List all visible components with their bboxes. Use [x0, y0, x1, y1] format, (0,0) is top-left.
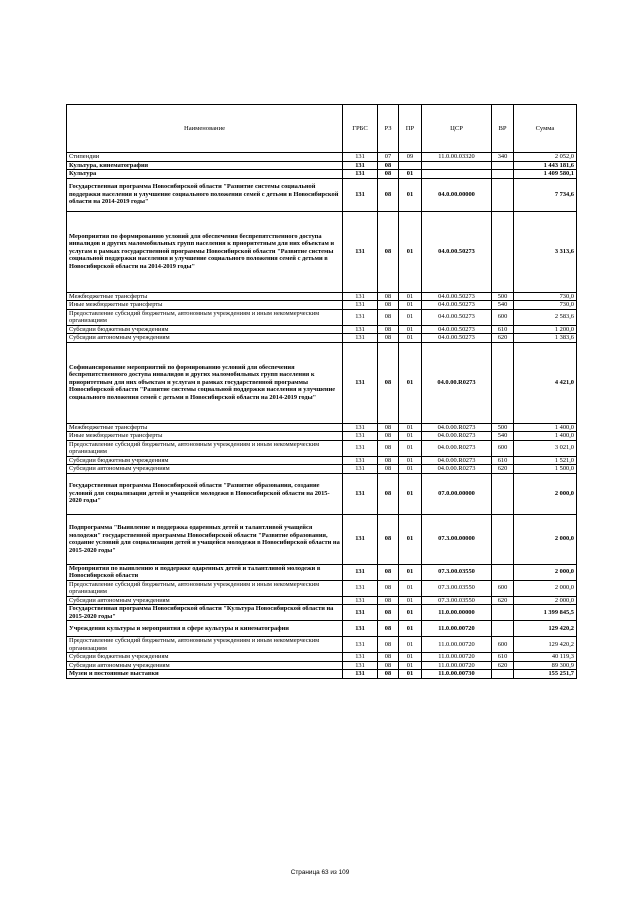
cell-rz: 08 [378, 653, 399, 662]
cell-grbs: 131 [343, 325, 378, 334]
header-sum: Сумма [514, 105, 577, 153]
cell-sum: 2 000,0 [514, 473, 577, 514]
cell-sum: 129 420,2 [514, 621, 577, 637]
cell-grbs: 131 [343, 161, 378, 170]
cell-csr: 04.0.00.R0273 [422, 465, 492, 474]
cell-pr: 01 [399, 580, 422, 596]
cell-pr: 01 [399, 661, 422, 670]
cell-vr [492, 170, 514, 179]
cell-csr: 04.0.00.50273 [422, 334, 492, 343]
cell-csr [422, 161, 492, 170]
cell-pr: 01 [399, 178, 422, 211]
table-row [67, 170, 577, 179]
cell-csr: 04.0.00.50273 [422, 325, 492, 334]
cell-vr: 620 [492, 334, 514, 343]
cell-grbs: 131 [343, 456, 378, 465]
table-row [67, 621, 577, 637]
cell-vr [492, 514, 514, 564]
cell-grbs: 131 [343, 637, 378, 653]
table-row [67, 153, 577, 162]
cell-name: Субсидии бюджетным учреждениям [67, 653, 343, 662]
cell-grbs: 131 [343, 564, 378, 580]
cell-vr: 500 [492, 292, 514, 301]
table-row [67, 211, 577, 292]
cell-grbs: 131 [343, 580, 378, 596]
cell-vr: 600 [492, 309, 514, 325]
cell-sum: 1 443 181,6 [514, 161, 577, 170]
table-row [67, 473, 577, 514]
cell-pr: 01 [399, 473, 422, 514]
table-row [67, 342, 577, 423]
cell-vr: 620 [492, 596, 514, 605]
cell-rz: 08 [378, 596, 399, 605]
cell-rz: 07 [378, 153, 399, 162]
cell-grbs: 131 [343, 301, 378, 310]
cell-sum: 1 521,0 [514, 456, 577, 465]
cell-sum: 1 200,0 [514, 325, 577, 334]
cell-csr: 04.0.00.00000 [422, 178, 492, 211]
header-grbs: ГРБС [343, 105, 378, 153]
cell-csr: 11.0.00.00000 [422, 605, 492, 621]
cell-vr [492, 178, 514, 211]
table-row [67, 637, 577, 653]
cell-grbs: 131 [343, 153, 378, 162]
cell-sum: 1 383,6 [514, 334, 577, 343]
header-pr: ПР [399, 105, 422, 153]
cell-vr [492, 605, 514, 621]
cell-name: Музеи и постоянные выставки [67, 670, 343, 679]
cell-pr: 01 [399, 605, 422, 621]
table-row [67, 564, 577, 580]
cell-rz: 08 [378, 621, 399, 637]
cell-sum: 2 583,6 [514, 309, 577, 325]
cell-sum: 1 409 580,1 [514, 170, 577, 179]
cell-sum: 2 000,0 [514, 596, 577, 605]
cell-grbs: 131 [343, 661, 378, 670]
cell-csr [422, 170, 492, 179]
cell-vr: 600 [492, 637, 514, 653]
table-row [67, 161, 577, 170]
cell-name: Предоставление субсидий бюджетным, автономным учреждениям и иным некоммерческим организациям [67, 309, 343, 325]
cell-grbs: 131 [343, 292, 378, 301]
cell-sum: 155 251,7 [514, 670, 577, 679]
cell-rz: 08 [378, 301, 399, 310]
cell-pr: 01 [399, 334, 422, 343]
cell-sum: 2 000,0 [514, 580, 577, 596]
cell-vr: 600 [492, 440, 514, 456]
cell-pr: 01 [399, 342, 422, 423]
cell-sum: 40 119,3 [514, 653, 577, 662]
cell-pr: 01 [399, 170, 422, 179]
cell-name: Субсидии бюджетным учреждениям [67, 325, 343, 334]
table-row [67, 661, 577, 670]
header-rz: РЗ [378, 105, 399, 153]
table-row [67, 292, 577, 301]
cell-sum: 3 021,0 [514, 440, 577, 456]
table-row [67, 423, 577, 432]
cell-pr: 01 [399, 514, 422, 564]
cell-grbs: 131 [343, 342, 378, 423]
cell-rz: 08 [378, 670, 399, 679]
table-row [67, 301, 577, 310]
cell-csr: 04.0.00.R0273 [422, 423, 492, 432]
cell-csr: 04.0.00.R0273 [422, 440, 492, 456]
cell-name: Субсидии автономным учреждениям [67, 465, 343, 474]
table-row [67, 653, 577, 662]
header-vr: ВР [492, 105, 514, 153]
cell-rz: 08 [378, 292, 399, 301]
cell-csr: 07.3.00.03550 [422, 564, 492, 580]
cell-sum: 1 400,0 [514, 432, 577, 441]
cell-csr: 11.0.00.00720 [422, 661, 492, 670]
cell-name: Субсидии автономным учреждениям [67, 596, 343, 605]
cell-rz: 08 [378, 342, 399, 423]
cell-rz: 08 [378, 211, 399, 292]
table-row [67, 309, 577, 325]
cell-sum: 1 400,0 [514, 423, 577, 432]
cell-vr [492, 161, 514, 170]
cell-vr: 620 [492, 661, 514, 670]
cell-rz: 08 [378, 514, 399, 564]
cell-csr: 07.3.00.00000 [422, 514, 492, 564]
cell-grbs: 131 [343, 211, 378, 292]
cell-name: Межбюджетные трансферты [67, 292, 343, 301]
cell-pr: 01 [399, 211, 422, 292]
cell-name: Мероприятия по выявлению и поддержке одаренных детей и талантливой молодежи в Новосибирской области [67, 564, 343, 580]
cell-name: Подпрограмма "Выявление и поддержка одаренных детей и талантливой учащейся молодежи" государственной программы Новосибирской области "Развитие образования, создание условий для социализации детей и учащейся молодежи в Новосибирской области на 2015-2020 годы" [67, 514, 343, 564]
header-name: Наименование [67, 105, 343, 153]
budget-table [66, 104, 577, 679]
cell-rz: 08 [378, 661, 399, 670]
cell-pr: 01 [399, 596, 422, 605]
cell-pr: 01 [399, 301, 422, 310]
cell-grbs: 131 [343, 309, 378, 325]
cell-pr: 01 [399, 564, 422, 580]
cell-sum: 89 300,9 [514, 661, 577, 670]
cell-name: Софинансирование мероприятий по формированию условий для обеспечения беспрепятственного доступа инвалидов и других маломобильных групп населения к приоритетным для них объектам и услугам в рамках государственной программы Новосибирской области "Развитие системы социальной поддержки населения и улучшение социального положения семей с детьми в Новосибирской области на 2014-2019 годы" [67, 342, 343, 423]
cell-vr: 610 [492, 456, 514, 465]
cell-pr: 01 [399, 423, 422, 432]
cell-name: Иные межбюджетные трансферты [67, 432, 343, 441]
cell-sum: 7 734,6 [514, 178, 577, 211]
cell-rz: 08 [378, 637, 399, 653]
cell-name: Культура, кинематография [67, 161, 343, 170]
cell-csr: 11.0.00.03320 [422, 153, 492, 162]
cell-name: Субсидии автономным учреждениям [67, 334, 343, 343]
header-row [67, 105, 577, 153]
cell-grbs: 131 [343, 440, 378, 456]
cell-csr: 07.3.00.03550 [422, 596, 492, 605]
table-row [67, 325, 577, 334]
cell-rz: 08 [378, 564, 399, 580]
cell-rz: 08 [378, 473, 399, 514]
table-row [67, 178, 577, 211]
cell-vr: 500 [492, 423, 514, 432]
cell-name: Государственная программа Новосибирской области "Развитие системы социальной поддержки населения и улучшение социального положения семей с детьми в Новосибирской области на 2014-2019 годы" [67, 178, 343, 211]
table-row [67, 670, 577, 679]
cell-pr: 09 [399, 153, 422, 162]
cell-grbs: 131 [343, 605, 378, 621]
cell-pr: 01 [399, 621, 422, 637]
table-row [67, 596, 577, 605]
cell-rz: 08 [378, 580, 399, 596]
cell-rz: 08 [378, 423, 399, 432]
table-row [67, 456, 577, 465]
cell-csr: 04.0.00.50273 [422, 211, 492, 292]
cell-vr: 540 [492, 301, 514, 310]
cell-pr: 01 [399, 292, 422, 301]
cell-vr [492, 670, 514, 679]
cell-vr [492, 473, 514, 514]
cell-name: Предоставление субсидий бюджетным, автономным учреждениям и иным некоммерческим организациям [67, 637, 343, 653]
cell-csr: 11.0.00.00720 [422, 637, 492, 653]
cell-sum: 1 500,0 [514, 465, 577, 474]
cell-grbs: 131 [343, 596, 378, 605]
table-row [67, 334, 577, 343]
cell-pr: 01 [399, 309, 422, 325]
cell-vr: 600 [492, 580, 514, 596]
cell-grbs: 131 [343, 465, 378, 474]
cell-name: Иные межбюджетные трансферты [67, 301, 343, 310]
cell-name: Субсидии автономным учреждениям [67, 661, 343, 670]
cell-rz: 08 [378, 334, 399, 343]
cell-csr: 11.0.00.00720 [422, 653, 492, 662]
cell-pr: 01 [399, 637, 422, 653]
cell-sum: 730,0 [514, 292, 577, 301]
cell-grbs: 131 [343, 432, 378, 441]
table-row [67, 465, 577, 474]
cell-pr: 01 [399, 465, 422, 474]
cell-csr: 04.0.00.50273 [422, 309, 492, 325]
cell-grbs: 131 [343, 170, 378, 179]
cell-name: Предоставление субсидий бюджетным, автономным учреждениям и иным некоммерческим организациям [67, 580, 343, 596]
cell-rz: 08 [378, 325, 399, 334]
cell-name: Мероприятия по формированию условий для обеспечения беспрепятственного доступа инвалидов и других маломобильных групп населения к приоритетным для них объектам и услугам в рамках государственной программы Новосибирской области "Развитие системы социальной поддержки населения и улучшение социального положения семей с детьми в Новосибирской области на 2014-2019 годы" [67, 211, 343, 292]
cell-csr: 07.0.00.00000 [422, 473, 492, 514]
cell-name: Субсидии бюджетным учреждениям [67, 456, 343, 465]
cell-csr: 04.0.00.R0273 [422, 456, 492, 465]
cell-sum: 129 420,2 [514, 637, 577, 653]
cell-rz: 08 [378, 456, 399, 465]
table-row [67, 514, 577, 564]
cell-sum: 730,0 [514, 301, 577, 310]
cell-sum: 2 000,0 [514, 514, 577, 564]
cell-name: Государственная программа Новосибирской области "Культура Новосибирской области на 2015-2020 годы" [67, 605, 343, 621]
cell-vr: 340 [492, 153, 514, 162]
cell-grbs: 131 [343, 670, 378, 679]
cell-sum: 3 313,6 [514, 211, 577, 292]
cell-rz: 08 [378, 170, 399, 179]
cell-name: Государственная программа Новосибирской области "Развитие образования, создание условий для социализации детей и учащейся молодежи в Новосибирской области на 2015-2020 годы" [67, 473, 343, 514]
cell-pr: 01 [399, 653, 422, 662]
cell-vr: 610 [492, 653, 514, 662]
cell-grbs: 131 [343, 178, 378, 211]
cell-pr: 01 [399, 670, 422, 679]
cell-csr: 11.0.00.00720 [422, 621, 492, 637]
cell-csr: 04.0.00.50273 [422, 301, 492, 310]
cell-name: Предоставление субсидий бюджетным, автономным учреждениям и иным некоммерческим организациям [67, 440, 343, 456]
table-row [67, 440, 577, 456]
cell-csr: 04.0.00.R0273 [422, 432, 492, 441]
cell-rz: 08 [378, 605, 399, 621]
cell-grbs: 131 [343, 423, 378, 432]
cell-pr [399, 161, 422, 170]
cell-csr: 07.3.00.03550 [422, 580, 492, 596]
page-number: Страница 63 из 109 [290, 869, 350, 876]
cell-pr: 01 [399, 432, 422, 441]
cell-name: Учреждения культуры и мероприятия в сфере культуры и кинематографии [67, 621, 343, 637]
cell-sum: 2 000,0 [514, 564, 577, 580]
cell-rz: 08 [378, 309, 399, 325]
cell-vr [492, 564, 514, 580]
cell-vr [492, 342, 514, 423]
cell-name: Культура [67, 170, 343, 179]
cell-csr: 11.0.00.00730 [422, 670, 492, 679]
cell-sum: 4 421,0 [514, 342, 577, 423]
table-row [67, 605, 577, 621]
cell-pr: 01 [399, 325, 422, 334]
cell-vr [492, 211, 514, 292]
cell-sum: 2 052,0 [514, 153, 577, 162]
cell-rz: 08 [378, 440, 399, 456]
cell-pr: 01 [399, 456, 422, 465]
cell-rz: 08 [378, 178, 399, 211]
cell-grbs: 131 [343, 653, 378, 662]
cell-vr: 610 [492, 325, 514, 334]
cell-csr: 04.0.00.R0273 [422, 342, 492, 423]
cell-sum: 1 399 845,5 [514, 605, 577, 621]
cell-grbs: 131 [343, 621, 378, 637]
cell-vr: 540 [492, 432, 514, 441]
cell-name: Стипендии [67, 153, 343, 162]
table-row [67, 432, 577, 441]
cell-name: Межбюджетные трансферты [67, 423, 343, 432]
table-row [67, 580, 577, 596]
cell-grbs: 131 [343, 514, 378, 564]
cell-rz: 08 [378, 161, 399, 170]
cell-grbs: 131 [343, 473, 378, 514]
header-csr: ЦСР [422, 105, 492, 153]
cell-csr: 04.0.00.50273 [422, 292, 492, 301]
cell-rz: 08 [378, 432, 399, 441]
cell-grbs: 131 [343, 334, 378, 343]
cell-pr: 01 [399, 440, 422, 456]
cell-vr: 620 [492, 465, 514, 474]
cell-rz: 08 [378, 465, 399, 474]
cell-vr [492, 621, 514, 637]
